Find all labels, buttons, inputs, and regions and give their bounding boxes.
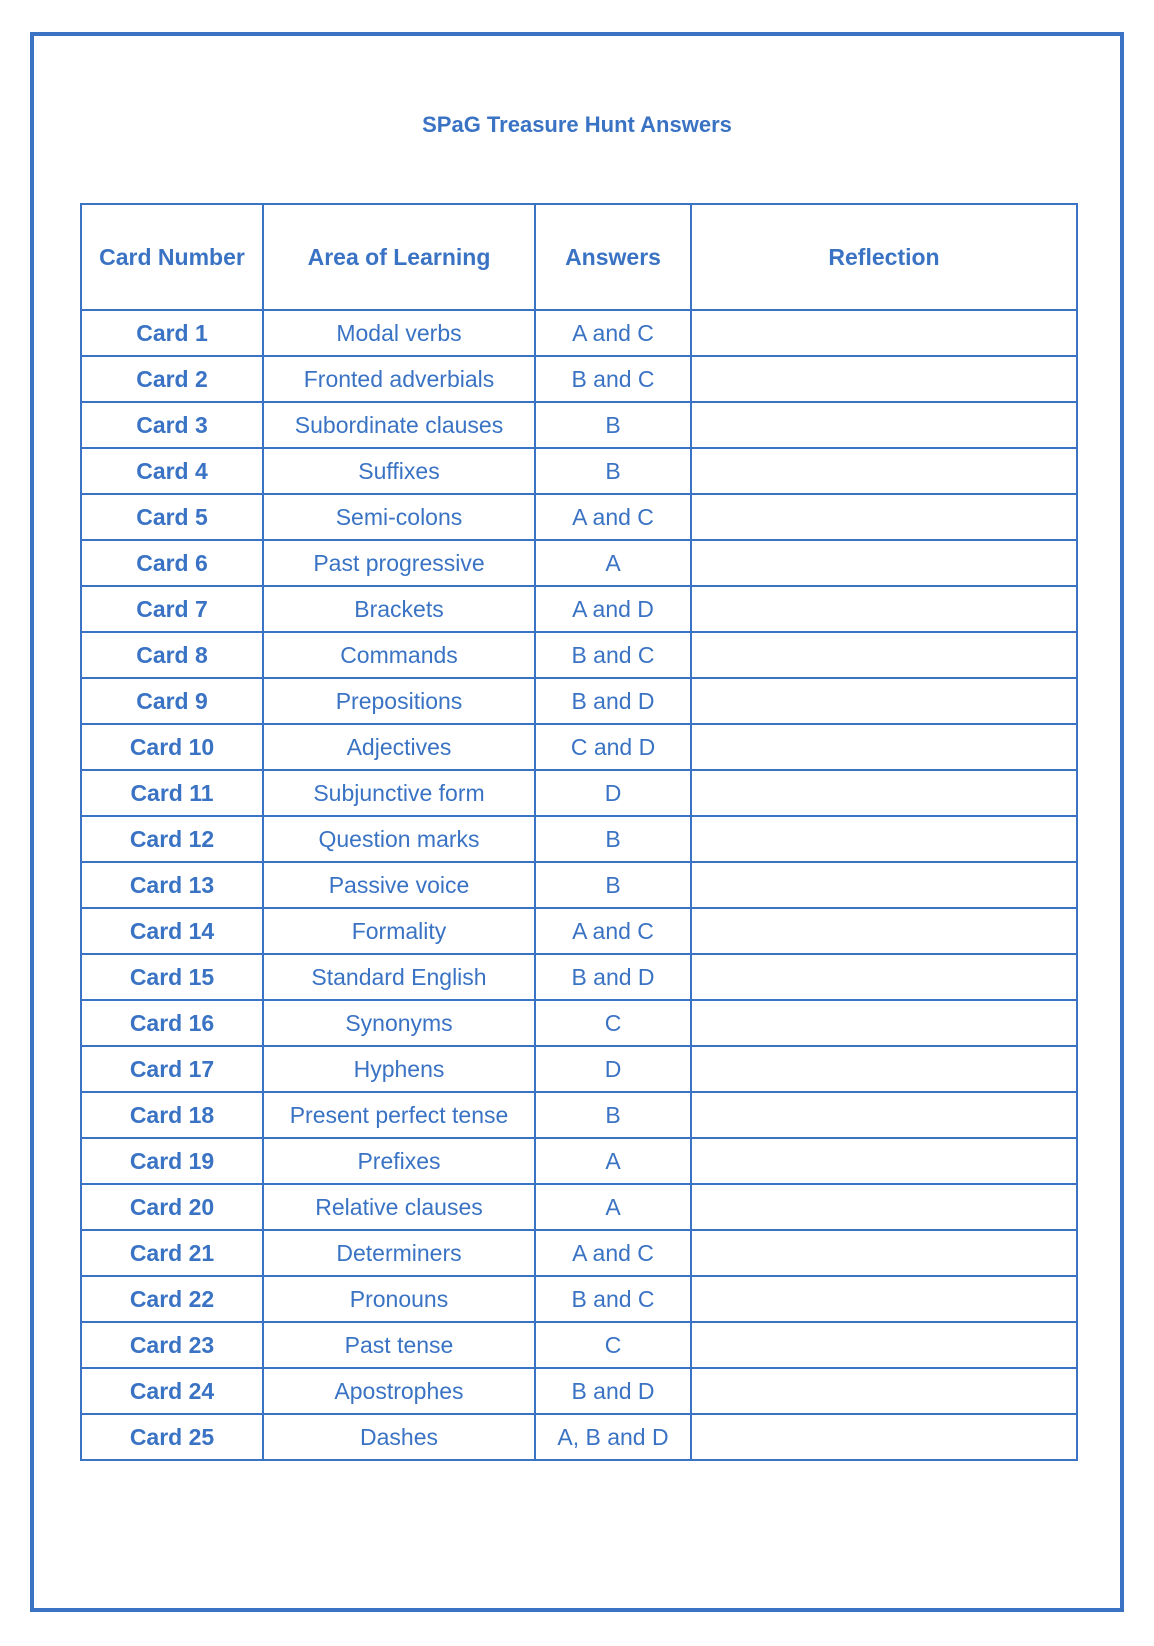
answers-table-body (81, 310, 1077, 1460)
reflection-cell[interactable] (691, 724, 1077, 770)
area-of-learning-cell: Present perfect tense (263, 1092, 535, 1138)
area-of-learning-cell: Determiners (263, 1230, 535, 1276)
reflection-cell[interactable] (691, 586, 1077, 632)
answer-cell: C and D (535, 724, 691, 770)
card-number-cell: Card 15 (81, 954, 263, 1000)
card-number-cell: Card 1 (81, 310, 263, 356)
table-row (81, 586, 1077, 632)
card-number-cell: Card 24 (81, 1368, 263, 1414)
reflection-cell[interactable] (691, 1046, 1077, 1092)
reflection-cell[interactable] (691, 494, 1077, 540)
card-number-cell: Card 5 (81, 494, 263, 540)
answer-cell: D (535, 770, 691, 816)
reflection-cell[interactable] (691, 310, 1077, 356)
table-header-row (81, 204, 1077, 310)
reflection-cell[interactable] (691, 1368, 1077, 1414)
card-number-cell: Card 19 (81, 1138, 263, 1184)
reflection-cell[interactable] (691, 1184, 1077, 1230)
card-number-cell: Card 14 (81, 908, 263, 954)
area-of-learning-cell: Subordinate clauses (263, 402, 535, 448)
answer-cell: C (535, 1000, 691, 1046)
area-of-learning-cell: Past tense (263, 1322, 535, 1368)
card-number-cell: Card 3 (81, 402, 263, 448)
answer-cell: B and C (535, 1276, 691, 1322)
card-number-cell: Card 9 (81, 678, 263, 724)
area-of-learning-cell: Hyphens (263, 1046, 535, 1092)
header-answers: Answers (535, 204, 691, 310)
area-of-learning-cell: Prefixes (263, 1138, 535, 1184)
table-row (81, 908, 1077, 954)
reflection-cell[interactable] (691, 1414, 1077, 1460)
answer-cell: B (535, 1092, 691, 1138)
reflection-cell[interactable] (691, 1230, 1077, 1276)
table-row (81, 540, 1077, 586)
reflection-cell[interactable] (691, 356, 1077, 402)
card-number-cell: Card 4 (81, 448, 263, 494)
table-row (81, 1092, 1077, 1138)
reflection-cell[interactable] (691, 1000, 1077, 1046)
card-number-cell: Card 13 (81, 862, 263, 908)
area-of-learning-cell: Apostrophes (263, 1368, 535, 1414)
card-number-cell: Card 18 (81, 1092, 263, 1138)
table-row (81, 494, 1077, 540)
answer-cell: B (535, 448, 691, 494)
table-row (81, 448, 1077, 494)
card-number-cell: Card 23 (81, 1322, 263, 1368)
header-card-number: Card Number (81, 204, 263, 310)
answer-cell: B and D (535, 678, 691, 724)
card-number-cell: Card 10 (81, 724, 263, 770)
answer-cell: A, B and D (535, 1414, 691, 1460)
answer-cell: B and C (535, 632, 691, 678)
area-of-learning-cell: Passive voice (263, 862, 535, 908)
table-row (81, 862, 1077, 908)
area-of-learning-cell: Modal verbs (263, 310, 535, 356)
area-of-learning-cell: Brackets (263, 586, 535, 632)
reflection-cell[interactable] (691, 1092, 1077, 1138)
area-of-learning-cell: Relative clauses (263, 1184, 535, 1230)
table-row (81, 1184, 1077, 1230)
card-number-cell: Card 12 (81, 816, 263, 862)
table-row (81, 632, 1077, 678)
table-row (81, 402, 1077, 448)
area-of-learning-cell: Subjunctive form (263, 770, 535, 816)
reflection-cell[interactable] (691, 540, 1077, 586)
table-row (81, 1414, 1077, 1460)
header-area-of-learning: Area of Learning (263, 204, 535, 310)
area-of-learning-cell: Fronted adverbials (263, 356, 535, 402)
area-of-learning-cell: Pronouns (263, 1276, 535, 1322)
header-reflection: Reflection (691, 204, 1077, 310)
answer-cell: A and C (535, 908, 691, 954)
answer-cell: A and C (535, 310, 691, 356)
page-title: SPaG Treasure Hunt Answers (422, 112, 732, 137)
answer-cell: A and C (535, 1230, 691, 1276)
reflection-cell[interactable] (691, 632, 1077, 678)
area-of-learning-cell: Question marks (263, 816, 535, 862)
reflection-cell[interactable] (691, 816, 1077, 862)
answers-table (80, 203, 1078, 1461)
card-number-cell: Card 2 (81, 356, 263, 402)
card-number-cell: Card 25 (81, 1414, 263, 1460)
answer-cell: B (535, 816, 691, 862)
card-number-cell: Card 11 (81, 770, 263, 816)
reflection-cell[interactable] (691, 1276, 1077, 1322)
reflection-cell[interactable] (691, 770, 1077, 816)
reflection-cell[interactable] (691, 448, 1077, 494)
answer-cell: B and D (535, 1368, 691, 1414)
card-number-cell: Card 20 (81, 1184, 263, 1230)
reflection-cell[interactable] (691, 908, 1077, 954)
answer-cell: D (535, 1046, 691, 1092)
card-number-cell: Card 17 (81, 1046, 263, 1092)
card-number-cell: Card 8 (81, 632, 263, 678)
table-row (81, 1230, 1077, 1276)
table-row (81, 816, 1077, 862)
answer-cell: A and D (535, 586, 691, 632)
table-row (81, 1368, 1077, 1414)
answer-cell: B (535, 402, 691, 448)
area-of-learning-cell: Commands (263, 632, 535, 678)
answer-cell: A and C (535, 494, 691, 540)
answer-cell: A (535, 1138, 691, 1184)
table-row (81, 310, 1077, 356)
reflection-cell[interactable] (691, 402, 1077, 448)
table-row (81, 1000, 1077, 1046)
reflection-cell[interactable] (691, 1322, 1077, 1368)
card-number-cell: Card 22 (81, 1276, 263, 1322)
card-number-cell: Card 16 (81, 1000, 263, 1046)
table-row (81, 678, 1077, 724)
reflection-cell[interactable] (691, 862, 1077, 908)
table-row (81, 724, 1077, 770)
card-number-cell: Card 21 (81, 1230, 263, 1276)
area-of-learning-cell: Formality (263, 908, 535, 954)
table-row (81, 954, 1077, 1000)
reflection-cell[interactable] (691, 954, 1077, 1000)
answer-cell: C (535, 1322, 691, 1368)
area-of-learning-cell: Prepositions (263, 678, 535, 724)
reflection-cell[interactable] (691, 678, 1077, 724)
answer-cell: B (535, 862, 691, 908)
answer-cell: B and D (535, 954, 691, 1000)
card-number-cell: Card 7 (81, 586, 263, 632)
table-row (81, 770, 1077, 816)
reflection-cell[interactable] (691, 1138, 1077, 1184)
table-row (81, 356, 1077, 402)
area-of-learning-cell: Dashes (263, 1414, 535, 1460)
answer-cell: A (535, 1184, 691, 1230)
area-of-learning-cell: Standard English (263, 954, 535, 1000)
area-of-learning-cell: Adjectives (263, 724, 535, 770)
area-of-learning-cell: Semi-colons (263, 494, 535, 540)
table-row (81, 1322, 1077, 1368)
answer-cell: A (535, 540, 691, 586)
area-of-learning-cell: Suffixes (263, 448, 535, 494)
answer-cell: B and C (535, 356, 691, 402)
area-of-learning-cell: Synonyms (263, 1000, 535, 1046)
table-row (81, 1046, 1077, 1092)
card-number-cell: Card 6 (81, 540, 263, 586)
area-of-learning-cell: Past progressive (263, 540, 535, 586)
table-row (81, 1138, 1077, 1184)
table-row (81, 1276, 1077, 1322)
